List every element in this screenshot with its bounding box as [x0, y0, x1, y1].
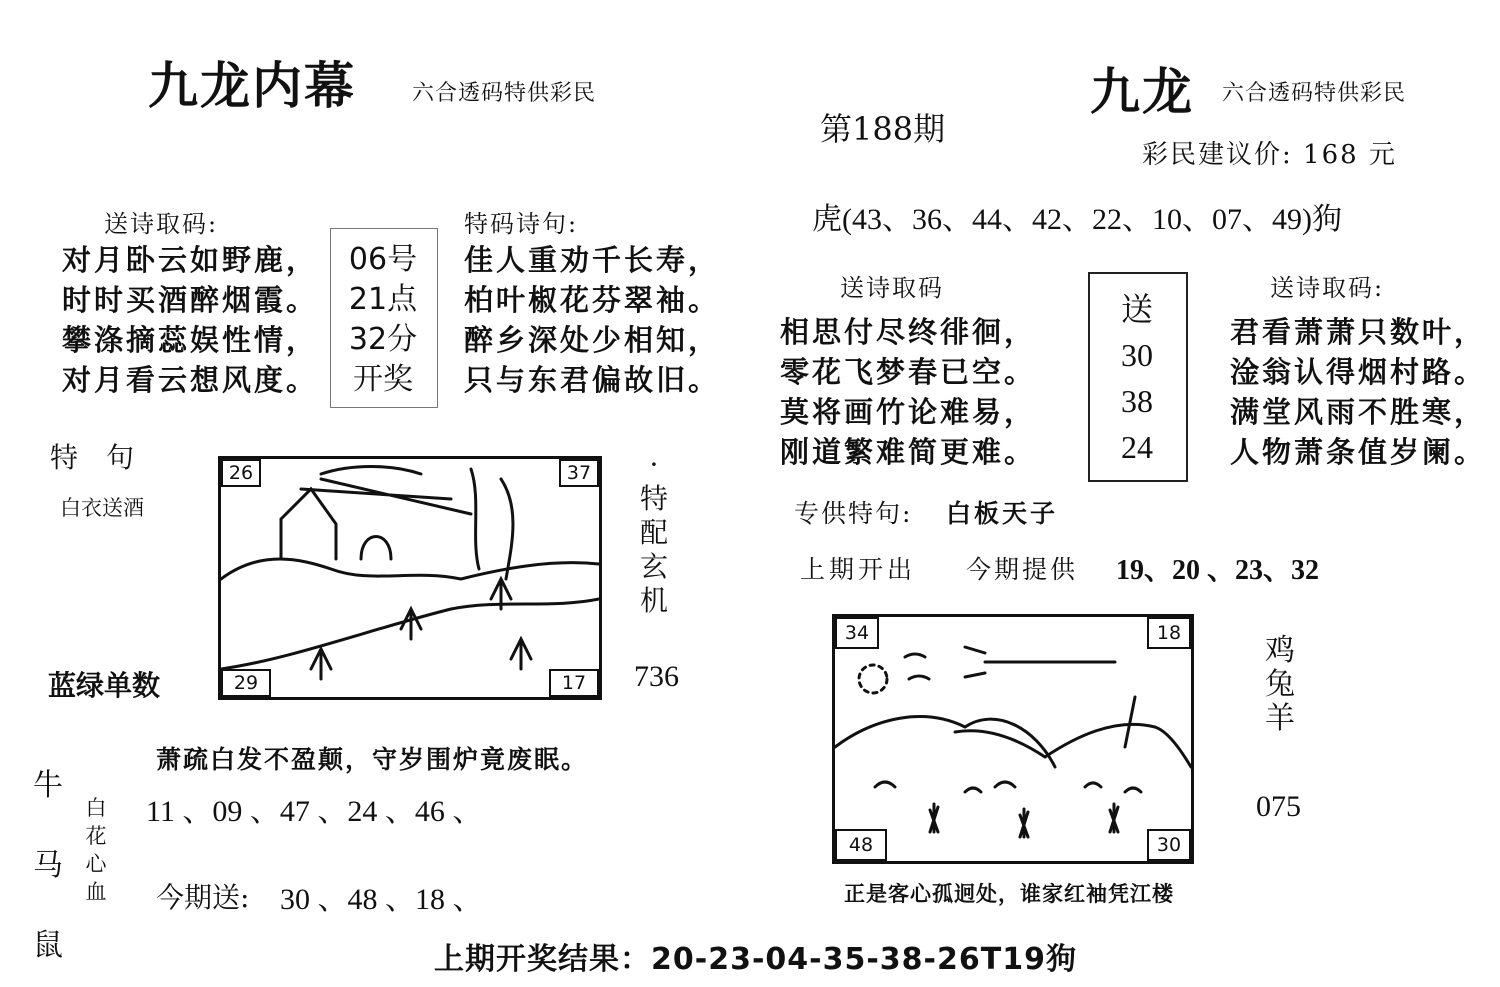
draw-time-text: [330, 240, 436, 400]
tema-heading: 特码诗句:: [464, 210, 579, 238]
poem-line: 醉乡深处少相知，: [464, 323, 721, 357]
heart-char: 心: [85, 852, 107, 876]
poem-line: 刚道繁难简更难。: [780, 435, 1037, 469]
box-line: 24: [1121, 429, 1153, 465]
poem-line: 只与东君偏故旧。: [464, 363, 721, 397]
heart-label: [82, 794, 110, 906]
side-char: 机: [639, 584, 668, 617]
right-poem-heading-a: 送诗取码: [840, 274, 944, 302]
corner-number: 37: [559, 459, 599, 487]
poem-line: 时时买酒醉烟霞。: [62, 283, 319, 317]
right-title: 九龙: [1090, 62, 1194, 121]
animal-char: 羊: [1265, 701, 1295, 736]
box-line: 32分: [348, 322, 418, 357]
right-side-number: 075: [1256, 790, 1301, 823]
corner-number: 34: [835, 617, 879, 649]
poem-line: 淦翁认得烟村路。: [1230, 355, 1487, 389]
special-label: 专供特句:: [794, 499, 913, 528]
side-char: 特: [639, 482, 668, 515]
heart-char: 花: [85, 824, 107, 848]
heart-char: 白: [85, 796, 107, 820]
tema-poem: [464, 240, 720, 400]
corner-number: 18: [1147, 617, 1191, 649]
box-line: 06号: [348, 242, 418, 277]
zodiac-line: 虎(43、36、44、42、22、10、07、49)狗: [812, 203, 1342, 236]
provide-label: 今期提供: [966, 555, 1079, 584]
box-line: 送: [1120, 291, 1153, 327]
poem-line: 对月卧云如野鹿，: [62, 243, 319, 277]
teju-label: 特 句: [50, 441, 135, 474]
heart-char: 血: [85, 880, 107, 904]
box-line: 21点: [348, 282, 418, 317]
issue-number: 第188期: [820, 110, 946, 148]
right-poem-a: [780, 312, 1036, 472]
corner-number: 29: [221, 669, 271, 697]
poem-line: 人物萧条值岁阑。: [1230, 435, 1487, 469]
poem-line: 君看萧萧只数叶，: [1230, 315, 1487, 349]
corner-number: 30: [1147, 829, 1191, 861]
right-sketch-frame: [832, 614, 1194, 864]
left-poem: [62, 240, 318, 400]
corner-number: 48: [835, 829, 887, 861]
box-line: 30: [1121, 337, 1153, 373]
right-sketch-drawing: [835, 617, 1191, 861]
side-char: 配: [639, 516, 668, 549]
animal-char: 鼠: [33, 928, 63, 963]
poem-line: 攀涤摘蕊娱性情，: [62, 323, 319, 357]
last-label: 上期开出: [800, 555, 917, 584]
send-box-text: [1088, 286, 1186, 470]
side-char: ·: [649, 448, 659, 481]
send-label: 今期送:: [156, 881, 250, 914]
corner-number: 17: [549, 669, 599, 697]
right-subtitle: 六合透码特供彩民: [1222, 81, 1407, 106]
send-numbers: 30 、48 、18 、: [280, 883, 483, 916]
blue-green-label: 蓝绿单数: [48, 669, 161, 702]
left-verse: 萧疏白发不盈颠，守岁围炉竟废眠。: [156, 745, 589, 774]
poem-line: 相思付尽终徘徊，: [780, 315, 1037, 349]
poem-line: 零花飞梦春已空。: [780, 355, 1037, 389]
special-text: 白板天子: [946, 499, 1059, 528]
box-line: 38: [1121, 383, 1153, 419]
animal-char: 牛: [33, 768, 63, 803]
teju-text: 白衣送酒: [60, 496, 144, 520]
poem-line: 莫将画竹论难易，: [780, 395, 1037, 429]
poem-line: 柏叶椒花芬翠袖。: [464, 283, 721, 317]
poem-line: 对月看云想风度。: [62, 363, 319, 397]
box-line: 开奖: [353, 362, 413, 397]
side-label: [636, 448, 672, 618]
provide-numbers: 19、20 、23、32: [1116, 555, 1320, 586]
animal-char: 鸡: [1265, 633, 1295, 668]
left-sketch-drawing: [221, 459, 599, 697]
animals-column: [30, 746, 66, 986]
right-poem-heading-b: 送诗取码:: [1270, 274, 1385, 302]
poem-line: 佳人重劝千长寿，: [464, 243, 721, 277]
left-poem-heading: 送诗取码:: [104, 210, 219, 238]
poem-line: 满堂风雨不胜寒，: [1230, 395, 1487, 429]
corner-number: 26: [221, 459, 261, 487]
left-title: 九龙内幕: [148, 56, 356, 115]
left-numbers-row: 11 、09 、47 、24 、46 、: [146, 795, 483, 828]
right-caption: 正是客心孤迥处，谁家红袖凭江楼: [844, 881, 1174, 906]
left-side-number: 736: [634, 660, 679, 693]
right-animals: [1260, 634, 1300, 736]
animal-char: 兔: [1265, 667, 1295, 702]
side-char: 玄: [639, 550, 668, 583]
left-sketch-frame: [218, 456, 602, 700]
left-subtitle: 六合透码特供彩民: [412, 81, 597, 106]
price: 彩民建议价: 168 元: [1142, 140, 1397, 170]
animal-char: 马: [33, 848, 63, 883]
right-poem-b: [1230, 312, 1486, 472]
footer-result: 上期开奖结果：20-23-04-35-38-26T19狗: [434, 942, 1077, 977]
